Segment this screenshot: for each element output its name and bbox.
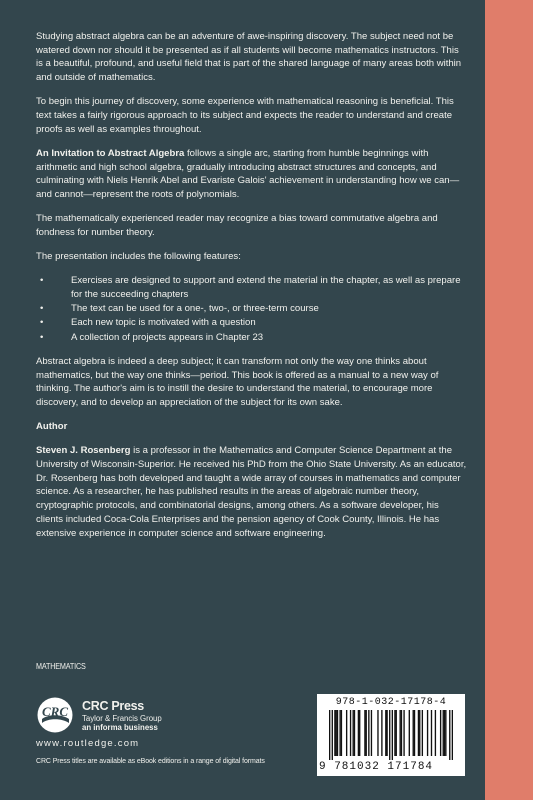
barcode-bar [332,710,333,760]
svg-text:CRC: CRC [41,704,69,719]
barcode-bar [350,710,351,756]
subject-label: MATHEMATICS [36,661,86,671]
barcode-bar [366,710,367,756]
intro-paragraph-3-text: follows a single arc, starting from humble beginnings with arithmetic and high school algebra, gradually introducing abstract structures and concepts, and culminating with Niels Henrik Abel and Evariste Galois' achievement in understanding how we can—and cannot—represent the roots of polynomials. [36,147,460,201]
barcode-bar [396,710,397,756]
barcode-bar [337,710,338,756]
barcode-bar [443,710,444,756]
barcode-bar [392,710,393,760]
barcode-bar [440,710,441,756]
barcode-bar [431,710,432,756]
barcode-bar [389,710,390,760]
publisher-text [82,699,162,732]
barcode-bar [385,710,386,756]
barcode-bar [346,710,347,756]
list-item: • A collection of projects appears in Chapter 23 [36,331,468,345]
list-item: • Each new topic is motivated with a question [36,316,468,330]
book-title: An Invitation to Abstract Algebra [36,147,185,159]
intro-paragraph-1: Studying abstract algebra can be an adventure of awe-inspiring discovery. The subject need not be watered down nor should it be presented as if all students will become mathematics instructors. This is a beautiful, profound, and useful field that is part of the shared language of many areas both within and outside of mathematics. [36,31,462,84]
author-bio-text: is a professor in the Mathematics and Computer Science Department at the University of Wisconsin-Superior. He received his PhD from the Ohio State University. As an educator, Dr. Rosenberg has both developed and taught a wide array of courses in mathematics and computer science. As a researcher, he has published results in the areas of algebraic number theory, cryptographic protocols, and combinatorial designs, among others. As a software developer, his clients included Coca-Cola Enterprises and the pension agency of Cook County, Illinois. He has extensive experience in computer science and software engineering. [36,445,467,539]
list-item: • The text can be used for a one-, two-, or three-term course [36,302,468,316]
barcode-bar [358,710,359,756]
barcode-bar [418,710,419,756]
barcode-bar [409,710,410,756]
publisher-business: an informa business [82,723,158,732]
author-heading: Author [36,421,68,433]
list-item: • Exercises are designed to support and extend the material in the chapter, as well as prepare for the succeeding chapters [36,274,468,301]
back-cover-text [36,30,468,551]
accent-strip [485,0,533,800]
barcode-bar [445,710,446,756]
features-list [36,274,468,344]
barcode-icon [329,710,453,760]
isbn-barcode [317,694,465,776]
barcode-bar [368,710,369,756]
features-intro: The presentation includes the following features: [36,251,241,263]
intro-paragraph-2: To begin this journey of discovery, some experience with mathematical reasoning is beneficial. This text takes a fairly rigorous approach to its subject and expects the reader to understand and create proofs as well as examples throughout. [36,96,454,135]
barcode-bar [359,710,360,756]
barcode-bar [403,710,404,756]
barcode-bar [399,710,400,756]
website-link[interactable]: www.routledge.com [36,738,140,749]
crc-logo-icon [36,696,74,734]
barcode-bar [413,710,414,756]
barcode-bar [452,710,453,760]
publisher-group: Taylor & Francis Group [82,714,162,723]
barcode-bar [435,710,436,756]
barcode-bar [341,710,342,756]
barcode-bar [354,710,355,756]
barcode-bar [364,710,365,756]
barcode-bar [422,710,423,756]
barcode-bar [339,710,340,756]
barcode-bar [449,710,450,760]
publisher-name: CRC Press [82,699,144,713]
barcode-bar [377,710,378,756]
barcode-bar [336,710,337,756]
isbn-digits: 9 781032 171784 [319,761,434,773]
author-name: Steven J. Rosenberg [36,445,131,457]
ebook-note: CRC Press titles are available as eBook editions in a range of digital formats [36,758,265,765]
barcode-bar [419,710,420,756]
barcode-bar [427,710,428,756]
barcode-bar [334,710,335,756]
barcode-bar [381,710,382,756]
closing-paragraph: Abstract algebra is indeed a deep subject; it can transform not only the way one thinks about mathematics, but the way one thinks—period. This book is offered as a manual to a new way of thinking. The author's aim is to instill the desire to understand the material, to encourage more discovery, and to develop an appreciation of the subject for its own sake. [36,355,439,408]
barcode-bar [371,710,372,756]
author-bio [36,444,468,540]
intro-paragraph-3 [36,147,468,202]
barcode-bar [444,710,445,756]
barcode-bar [394,710,395,756]
intro-paragraph-4: The mathematically experienced reader may recognize a bias toward commutative algebra and fondness for number theory. [36,213,438,238]
barcode-bar [329,710,330,760]
isbn-text: 978-1-032-17178-4 [335,697,447,708]
barcode-bar [414,710,415,756]
barcode-bar [352,710,353,756]
barcode-bar [386,710,387,756]
barcode-bar [401,710,402,756]
